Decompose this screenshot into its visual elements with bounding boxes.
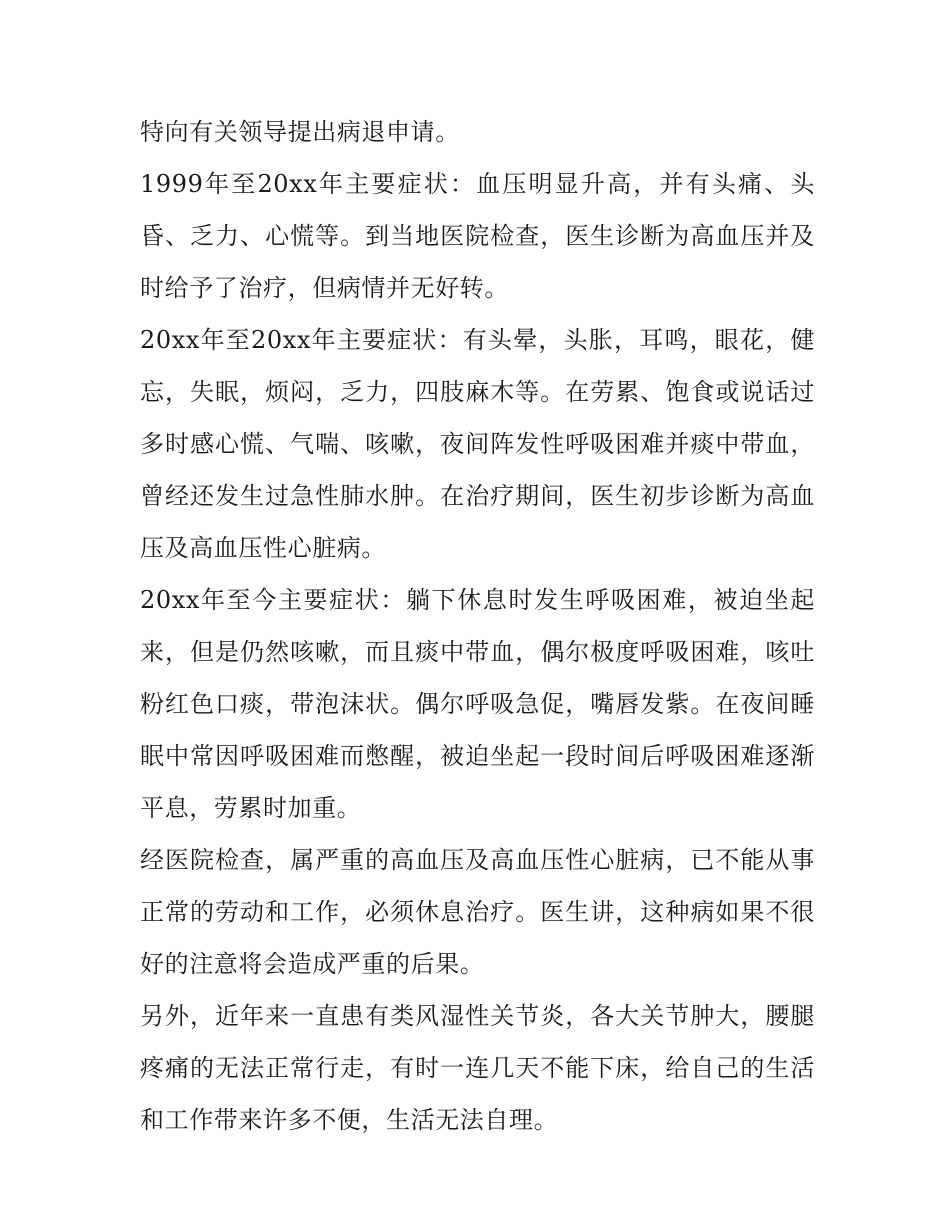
paragraph-request: 特向有关领导提出病退申请。 xyxy=(140,118,460,146)
paragraph-symptoms-1999: 1999年至20xx年主要症状：血压明显升高，并有头痛、头昏、乏力、心慌等。到当地医院检查，医生诊断为高血压并及时给予了治疗，但病情并无好转。 xyxy=(140,170,815,302)
paragraph-arthritis: 另外，近年来一直患有类风湿性关节炎，各大关节肿大，腰腿疼痛的无法正常行走，有时一连几天不能下床，给自己的生活和工作带来许多不便，生活无法自理。 xyxy=(140,1002,815,1134)
paragraph-symptoms-20xx-period: 20xx年至20xx年主要症状：有头晕，头胀，耳鸣，眼花，健忘，失眠，烦闷，乏力，四肢麻木等。在劳累、饱食或说话过多时感心慌、气喘、咳嗽，夜间阵发性呼吸困难并痰中带血，曾经还发生过急性肺水肿。在治疗期间，医生初步诊断为高血压及高血压性心脏病。 xyxy=(140,326,815,562)
document-body xyxy=(140,106,815,1146)
paragraph-hospital-diagnosis: 经医院检查，属严重的高血压及高血压性心脏病，已不能从事正常的劳动和工作，必须休息治疗。医生讲，这种病如果不很好的注意将会造成严重的后果。 xyxy=(140,846,815,978)
paragraph-symptoms-current: 20xx年至今主要症状：躺下休息时发生呼吸困难，被迫坐起来，但是仍然咳嗽，而且痰中带血，偶尔极度呼吸困难，咳吐粉红色口痰，带泡沫状。偶尔呼吸急促，嘴唇发紫。在夜间睡眠中常因呼吸困难而憋醒，被迫坐起一段时间后呼吸困难逐渐平息，劳累时加重。 xyxy=(140,586,815,822)
